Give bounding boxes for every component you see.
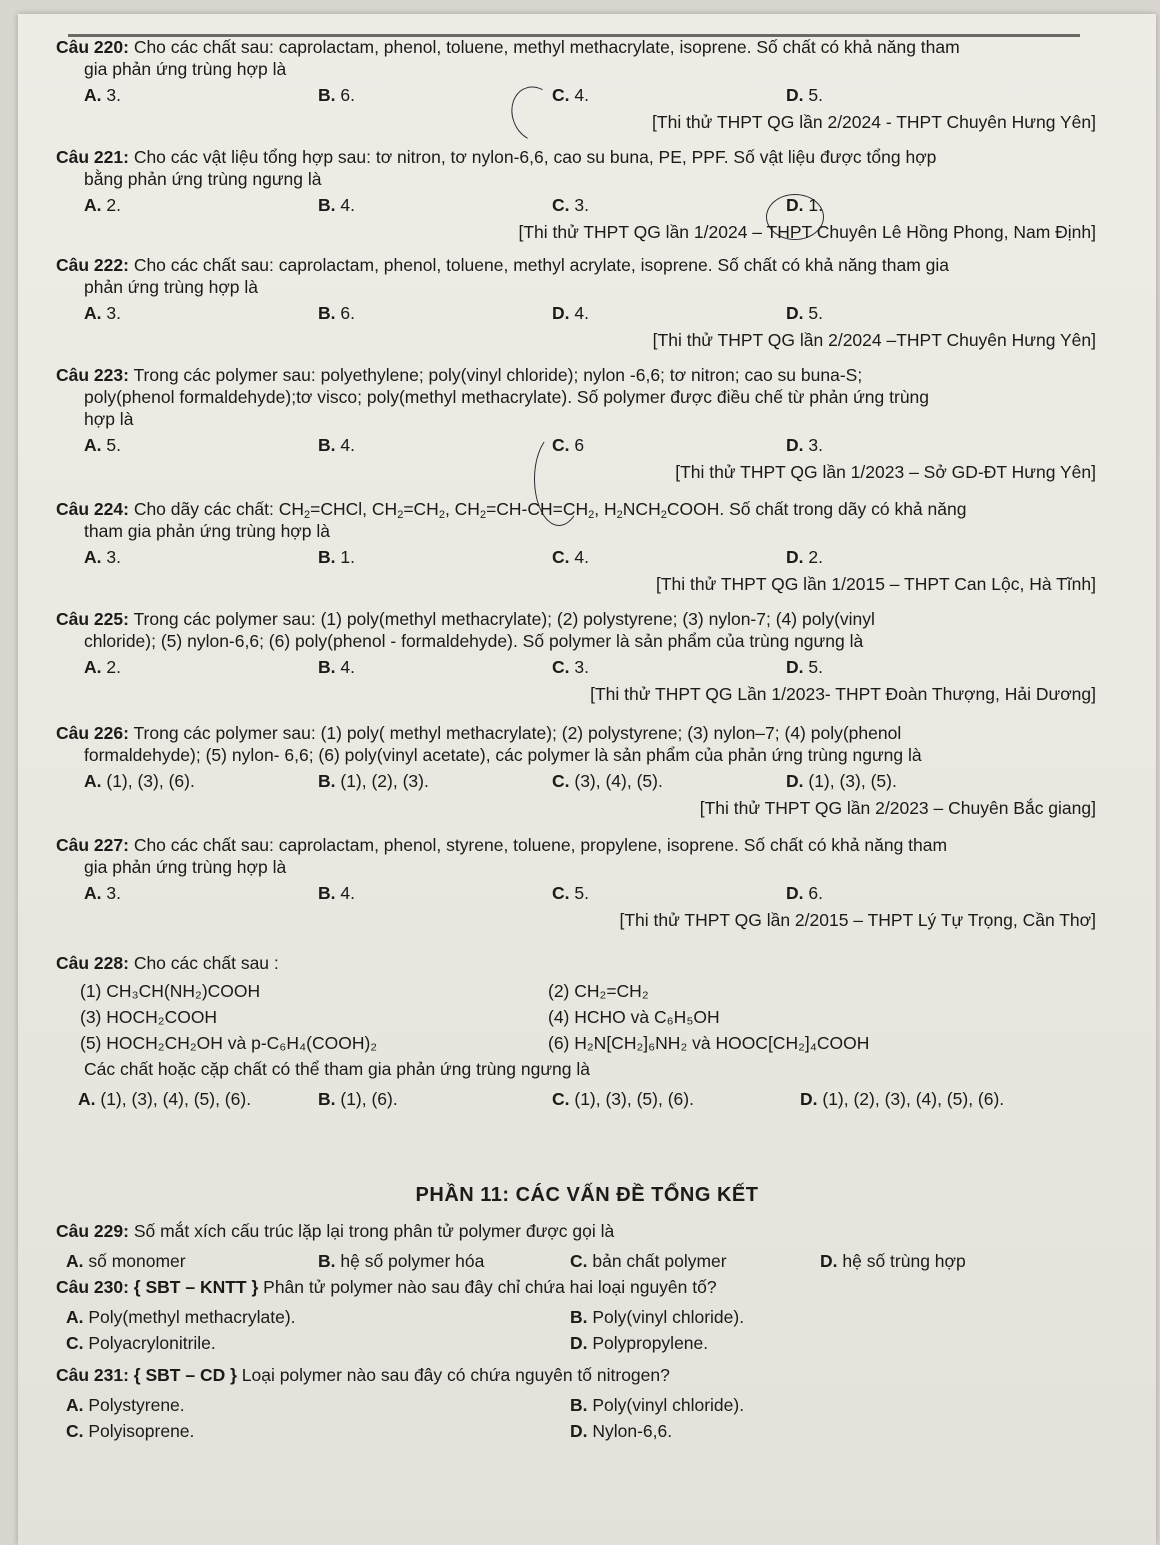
question-label: Câu 226:: [56, 723, 129, 743]
option-d[interactable]: D. 6.: [786, 883, 823, 903]
option-letter: B.: [318, 1251, 336, 1271]
question-stem: , H: [594, 499, 617, 519]
question-230: [56, 1276, 1096, 1356]
question-stem-cont: tham gia phản ứng trùng hợp là: [84, 521, 330, 541]
question-label: Câu 220:: [56, 37, 129, 57]
question-stem-cont: chloride); (5) nylon-6,6; (6) poly(phenol - formaldehyde). Số polymer là sản phẩm của trùng ngưng là: [84, 631, 864, 651]
question-221: [56, 146, 1096, 243]
question-label: Câu 230: { SBT – KNTT }: [56, 1277, 259, 1297]
option-letter: A.: [84, 303, 102, 323]
question-source: [Thi thử THPT QG lần 2/2023 – Chuyên Bắc giang]: [699, 798, 1096, 818]
question-stem: Cho các chất sau: caprolactam, phenol, toluene, methyl acrylate, isoprene. Số chất có khả năng tham gia: [128, 255, 950, 275]
option-c[interactable]: C. 4.: [552, 85, 589, 105]
question-label: Câu 227:: [56, 835, 129, 855]
list-item: (5) HOCH₂CH₂OH và p-C₆H₄(COOH)₂: [80, 1033, 378, 1053]
option-letter: B.: [570, 1395, 588, 1415]
option-b[interactable]: B. hệ số polymer hóa: [318, 1251, 485, 1271]
question-226: [56, 722, 1096, 819]
question-222: [56, 254, 1096, 351]
question-stem: Cho dãy các chất: CH: [128, 499, 305, 519]
option-letter: B.: [318, 1089, 336, 1109]
option-letter: B.: [318, 303, 336, 323]
list-item: (6) H₂N[CH₂]₆NH₂ và HOOC[CH₂]₄COOH: [548, 1033, 870, 1053]
option-c[interactable]: C. 4.: [552, 547, 589, 567]
option-letter: D.: [786, 657, 804, 677]
option-d[interactable]: D. Polypropylene.: [570, 1333, 709, 1353]
option-letter: A.: [84, 657, 102, 677]
question-stem-cont: hợp là: [84, 409, 134, 429]
option-a[interactable]: A. 5.: [84, 435, 121, 455]
option-letter: D.: [786, 303, 804, 323]
question-stem: Loại polymer nào sau đây có chứa nguyên tố nitrogen?: [236, 1365, 670, 1385]
question-stem-cont: poly(phenol formaldehyde);tơ visco; poly(methyl methacrylate). Số polymer được điều chế từ phản ứng trùng: [84, 387, 930, 407]
question-label: Câu 224:: [56, 499, 129, 519]
option-b[interactable]: B. Poly(vinyl chloride).: [570, 1395, 745, 1415]
option-a[interactable]: A. Polystyrene.: [66, 1395, 185, 1415]
option-c[interactable]: D. 4.: [552, 303, 589, 323]
question-stem: =CH: [403, 499, 439, 519]
option-letter: B.: [570, 1307, 588, 1327]
question-stem: Cho các vật liệu tổng hợp sau: tơ nitron, tơ nylon-6,6, cao su buna, PE, PPF. Số vật liệu được tổng hợp: [128, 147, 937, 167]
option-d[interactable]: D. 3.: [786, 435, 823, 455]
option-a[interactable]: A. 2.: [84, 195, 121, 215]
option-a[interactable]: A. 2.: [84, 657, 121, 677]
list-item: (1) CH₃CH(NH₂)COOH: [80, 981, 261, 1001]
option-a[interactable]: A. số monomer: [66, 1251, 186, 1271]
subscript: 2: [588, 509, 595, 521]
option-letter: D.: [786, 195, 804, 215]
question-223: [56, 364, 1096, 483]
option-b[interactable]: B. 6.: [318, 85, 355, 105]
question-source: [Thi thử THPT QG Lần 1/2023- THPT Đoàn Thượng, Hải Dương]: [590, 684, 1096, 704]
question-stem-cont: phản ứng trùng hợp là: [84, 277, 259, 297]
option-letter: C.: [552, 547, 570, 567]
question-source: [Thi thử THPT QG lần 2/2015 – THPT Lý Tự Trọng, Cần Thơ]: [619, 910, 1096, 930]
option-letter: B.: [318, 85, 336, 105]
option-b[interactable]: B. (1), (2), (3).: [318, 771, 429, 791]
question-stem: Cho các chất sau :: [128, 953, 279, 973]
option-letter: C.: [66, 1333, 84, 1353]
question-220: [56, 36, 1096, 133]
question-stem-cont: gia phản ứng trùng hợp là: [84, 857, 287, 877]
option-b[interactable]: B. (1), (6).: [318, 1089, 398, 1109]
option-a[interactable]: A. 3.: [84, 303, 121, 323]
option-c[interactable]: C. 5.: [552, 883, 589, 903]
question-stem: Trong các polymer sau: polyethylene; poly(vinyl chloride); nylon -6,6; tơ nitron; cao su buna-S;: [128, 365, 863, 385]
exam-page: [18, 14, 1156, 1545]
option-c[interactable]: C. (1), (3), (5), (6).: [552, 1089, 694, 1109]
option-letter: B.: [318, 657, 336, 677]
option-a[interactable]: A. (1), (3), (4), (5), (6).: [78, 1089, 252, 1109]
option-letter: D.: [820, 1251, 838, 1271]
question-228: [56, 952, 1096, 1112]
option-c[interactable]: C. (3), (4), (5).: [552, 771, 663, 791]
option-letter: A.: [84, 883, 102, 903]
option-letter: D.: [800, 1089, 818, 1109]
question-source: [Thi thử THPT QG lần 1/2024 – THPT Chuyên Lê Hồng Phong, Nam Định]: [518, 222, 1096, 242]
question-label: Câu 231: { SBT – CD }: [56, 1365, 237, 1385]
option-letter: C.: [552, 771, 570, 791]
question-stem: COOH. Số chất trong dãy có khả năng: [666, 499, 967, 519]
option-letter: A.: [66, 1251, 84, 1271]
option-b[interactable]: B. 4.: [318, 195, 355, 215]
option-letter: D.: [570, 1333, 588, 1353]
question-stem: Số mắt xích cấu trúc lặp lại trong phân tử polymer được gọi là: [128, 1221, 615, 1241]
option-d[interactable]: D. 1.: [786, 195, 823, 215]
question-label: Câu 229:: [56, 1221, 129, 1241]
option-c[interactable]: C. 6: [552, 435, 585, 455]
question-source: [Thi thử THPT QG lần 2/2024 - THPT Chuyên Hưng Yên]: [652, 112, 1096, 132]
option-letter: C.: [552, 883, 570, 903]
list-item: (2) CH₂=CH₂: [548, 981, 649, 1001]
question-stem-cont: formaldehyde); (5) nylon- 6,6; (6) poly(vinyl acetate), các polymer là sản phẩm của phản ứng trùng ngưng là: [84, 745, 922, 765]
option-letter: D.: [786, 547, 804, 567]
subscript: 2: [304, 509, 311, 521]
option-letter: A.: [84, 435, 102, 455]
question-stem: =CH-CH=CH: [486, 499, 589, 519]
question-231: [56, 1364, 1096, 1444]
option-letter: A.: [66, 1395, 84, 1415]
option-b[interactable]: B. 4.: [318, 883, 355, 903]
question-stem: =CHCl, CH: [310, 499, 398, 519]
subscript: 2: [660, 509, 667, 521]
option-d[interactable]: D. 5.: [786, 303, 823, 323]
subscript: 2: [397, 509, 404, 521]
subscript: 2: [479, 509, 487, 521]
question-stem: , CH: [444, 499, 480, 519]
option-c[interactable]: C. Polyacrylonitrile.: [66, 1333, 216, 1353]
option-letter: D.: [786, 435, 804, 455]
option-a[interactable]: A. 3.: [84, 547, 121, 567]
option-a[interactable]: A. 3.: [84, 883, 121, 903]
subscript: 2: [438, 509, 445, 521]
question-label: Câu 221:: [56, 147, 129, 167]
section-heading: PHẦN 11: CÁC VẤN ĐỀ TỔNG KẾT: [415, 1184, 759, 1206]
option-c[interactable]: C. 3.: [552, 195, 589, 215]
question-source: [Thi thử THPT QG lần 1/2023 – Sở GD-ĐT Hưng Yên]: [675, 462, 1096, 482]
option-b[interactable]: B. Poly(vinyl chloride).: [570, 1307, 745, 1327]
option-letter: B.: [318, 883, 336, 903]
option-a[interactable]: A. 3.: [84, 85, 121, 105]
option-letter: D.: [786, 85, 804, 105]
question-stem: Trong các polymer sau: (1) poly( methyl methacrylate); (2) polystyrene; (3) nylon–7; (4) poly(phenol: [128, 723, 902, 743]
option-letter: B.: [318, 435, 336, 455]
option-letter: A.: [84, 195, 102, 215]
option-letter: D.: [786, 883, 804, 903]
option-b[interactable]: B. 4.: [318, 657, 355, 677]
option-a[interactable]: A. (1), (3), (6).: [84, 771, 195, 791]
question-source: [Thi thử THPT QG lần 2/2024 –THPT Chuyên Hưng Yên]: [652, 330, 1096, 350]
question-stem: Phân tử polymer nào sau đây chỉ chứa hai loại nguyên tố?: [258, 1277, 717, 1297]
option-c[interactable]: C. 3.: [552, 657, 589, 677]
option-letter: C.: [66, 1421, 84, 1441]
option-letter: B.: [318, 547, 336, 567]
option-letter: C.: [552, 195, 570, 215]
option-letter: A.: [84, 547, 102, 567]
option-letter: C.: [552, 1089, 570, 1109]
option-d[interactable]: D. hệ số trùng hợp: [820, 1251, 966, 1271]
question-229: [56, 1220, 1096, 1274]
question-label: Câu 222:: [56, 255, 129, 275]
option-letter: A.: [78, 1089, 96, 1109]
list-item: (3) HOCH₂COOH: [80, 1007, 218, 1027]
question-225: [56, 608, 1096, 705]
option-d[interactable]: D. (1), (2), (3), (4), (5), (6).: [800, 1089, 1005, 1109]
list-item: (4) HCHO và C₆H₅OH: [548, 1007, 720, 1027]
option-letter: D.: [786, 771, 804, 791]
option-letter: A.: [84, 771, 102, 791]
option-letter: B.: [318, 771, 336, 791]
option-b[interactable]: B. 4.: [318, 435, 355, 455]
question-224: [56, 498, 1096, 595]
option-a[interactable]: A. Poly(methyl methacrylate).: [66, 1307, 296, 1327]
option-b[interactable]: B. 1.: [318, 547, 355, 567]
option-letter: C.: [552, 657, 570, 677]
question-stem: NCH: [622, 499, 661, 519]
subscript: 2: [616, 509, 623, 521]
option-letter: C.: [570, 1251, 588, 1271]
question-stem: Cho các chất sau: caprolactam, phenol, styrene, toluene, propylene, isoprene. Số chất có khả năng tham: [128, 835, 948, 855]
option-b[interactable]: B. 6.: [318, 303, 355, 323]
option-d[interactable]: D. 2.: [786, 547, 823, 567]
question-stem: Cho các chất sau: caprolactam, phenol, toluene, methyl methacrylate, isoprene. Số chất có khả năng tham: [128, 37, 960, 57]
option-letter: C.: [552, 85, 570, 105]
option-letter: C.: [552, 435, 570, 455]
option-d[interactable]: D. (1), (3), (5).: [786, 771, 897, 791]
question-stem-cont: bằng phản ứng trùng ngưng là: [84, 169, 322, 189]
option-c[interactable]: C. Polyisoprene.: [66, 1421, 195, 1441]
option-letter: D.: [552, 303, 570, 323]
question-label: Câu 228:: [56, 953, 129, 973]
option-letter: B.: [318, 195, 336, 215]
option-d[interactable]: D. 5.: [786, 85, 823, 105]
option-c[interactable]: C. bản chất polymer: [570, 1251, 727, 1271]
question-stem: Trong các polymer sau: (1) poly(methyl methacrylate); (2) polystyrene; (3) nylon-7; (4) poly(vinyl: [128, 609, 875, 629]
option-d[interactable]: D. 5.: [786, 657, 823, 677]
option-d[interactable]: D. Nylon-6,6.: [570, 1421, 673, 1441]
question-label: Câu 223:: [56, 365, 129, 385]
question-label: Câu 225:: [56, 609, 129, 629]
question-227: [56, 834, 1096, 931]
question-source: [Thi thử THPT QG lần 1/2015 – THPT Can Lộc, Hà Tĩnh]: [655, 574, 1096, 594]
question-stem-cont: Các chất hoặc cặp chất có thể tham gia phản ứng trùng ngưng là: [84, 1059, 590, 1079]
option-letter: A.: [66, 1307, 84, 1327]
option-letter: D.: [570, 1421, 588, 1441]
option-letter: A.: [84, 85, 102, 105]
question-stem-cont: gia phản ứng trùng hợp là: [84, 59, 287, 79]
